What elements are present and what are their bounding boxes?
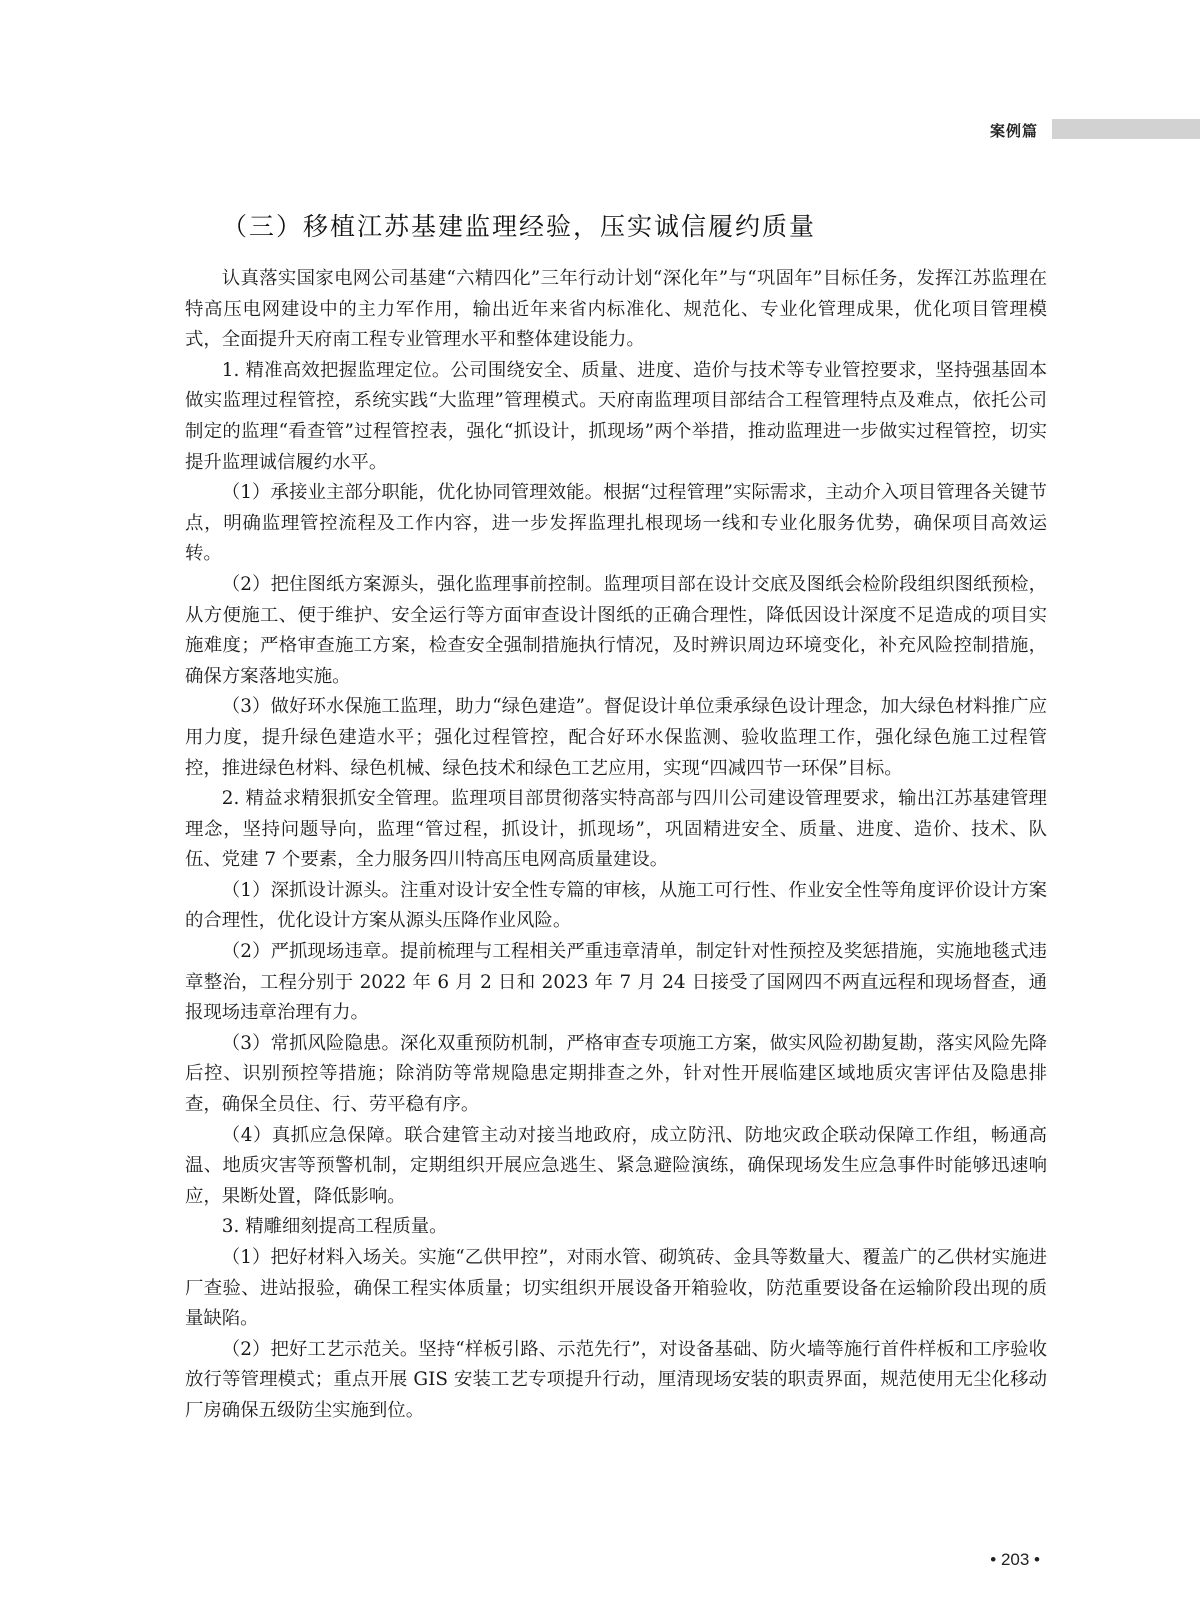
section-category-label: 案例篇	[990, 122, 1039, 140]
paragraph-intro: 认真落实国家电网公司基建“六精四化”三年行动计划“深化年”与“巩固年”目标任务，发挥江苏监理在特高压电网建设中的主力军作用，输出近年来省内标准化、规范化、专业化管理成果，优化项目管理模式，全面提升天府南工程专业管理水平和整体建设能力。	[185, 268, 1047, 351]
paragraph-item-2-2: （2）严抓现场违章。提前梳理与工程相关严重违章清单，制定针对性预控及奖惩措施，实施地毯式违章整治，工程分别于 2022 年 6 月 2 日和 2023 年 7 月 24 日接受了国网四不两直远程和现场督查，通报现场违章治理有力。	[185, 941, 1047, 1024]
paragraph-item-2-3: （3）常抓风险隐患。深化双重预防机制，严格审查专项施工方案，做实风险初勘复勘，落实风险先降后控、识别预控等措施；除消防等常规隐患定期排查之外，针对性开展临建区域地质灾害评估及隐患排查，确保全员住、行、劳平稳有序。	[185, 1032, 1047, 1116]
paragraph-item-1: 1. 精准高效把握监理定位。公司围绕安全、质量、进度、造价与技术等专业管控要求，坚持强基固本做实监理过程管控，系统实践“大监理”管理模式。天府南监理项目部结合工程管理特点及难点，依托公司制定的监理“看查管”过程管控表，强化“抓设计，抓现场”两个举措，推动监理进一步做实过程管控，切实提升监理诚信履约水平。	[185, 359, 1047, 473]
paragraph-item-3: 3. 精雕细刻提高工程质量。	[221, 1216, 448, 1238]
page-number: • 203 •	[990, 1550, 1040, 1569]
paragraph-item-1-2: （2）把住图纸方案源头，强化监理事前控制。监理项目部在设计交底及图纸会检阶段组织图纸预检，从方便施工、便于维护、安全运行等方面审查设计图纸的正确合理性，降低因设计深度不足造成的项目实施难度；严格审查施工方案，检查安全强制措施执行情况，及时辨识周边环境变化，补充风险控制措施，确保方案落地实施。	[185, 573, 1047, 687]
paragraph-item-3-2: （2）把好工艺示范关。坚持“样板引路、示范先行”，对设备基础、防火墙等施行首件样板和工序验收放行等管理模式；重点开展 GIS 安装工艺专项提升行动，厘清现场安装的职责界面，规范使用无尘化移动厂房确保五级防尘实施到位。	[185, 1338, 1047, 1421]
paragraph-item-1-3: （3）做好环水保施工监理，助力“绿色建造”。督促设计单位秉承绿色设计理念，加大绿色材料推广应用力度，提升绿色建造水平；强化过程管控，配合好环水保监测、验收监理工作，强化绿色施工过程管控，推进绿色材料、绿色机械、绿色技术和绿色工艺应用，实现“四减四节一环保”目标。	[185, 696, 1047, 779]
paragraph-item-1-1: （1）承接业主部分职能，优化协同管理效能。根据“过程管理”实际需求，主动介入项目管理各关键节点，明确监理管控流程及工作内容，进一步发挥监理扎根现场一线和专业化服务优势，确保项目高效运转。	[185, 482, 1047, 565]
header-gray-bar	[1052, 119, 1200, 139]
paragraph-item-3-1: （1）把好材料入场关。实施“乙供甲控”，对雨水管、砌筑砖、金具等数量大、覆盖广的乙供材实施进厂查验、进站报验，确保工程实体质量；切实组织开展设备开箱验收，防范重要设备在运输阶段出现的质量缺陷。	[185, 1247, 1047, 1330]
section-title: （三）移植江苏基建监理经验，压实诚信履约质量	[222, 212, 817, 241]
paragraph-item-2-1: （1）深抓设计源头。注重对设计安全性专篇的审核，从施工可行性、作业安全性等角度评价设计方案的合理性，优化设计方案从源头压降作业风险。	[185, 879, 1047, 932]
paragraph-item-2: 2. 精益求精狠抓安全管理。监理项目部贯彻落实特高部与四川公司建设管理要求，输出江苏基建管理理念，坚持问题导向，监理“管过程，抓设计，抓现场”，巩固精进安全、质量、进度、造价、技术、队伍、党建 7 个要素，全力服务四川特高压电网高质量建设。	[185, 788, 1047, 871]
body-text	[185, 264, 1047, 1427]
paragraph-item-2-4: （4）真抓应急保障。联合建管主动对接当地政府，成立防汛、防地灾政企联动保障工作组，畅通高温、地质灾害等预警机制，定期组织开展应急逃生、紧急避险演练，确保现场发生应急事件时能够迅速响应，果断处置，降低影响。	[185, 1124, 1047, 1207]
